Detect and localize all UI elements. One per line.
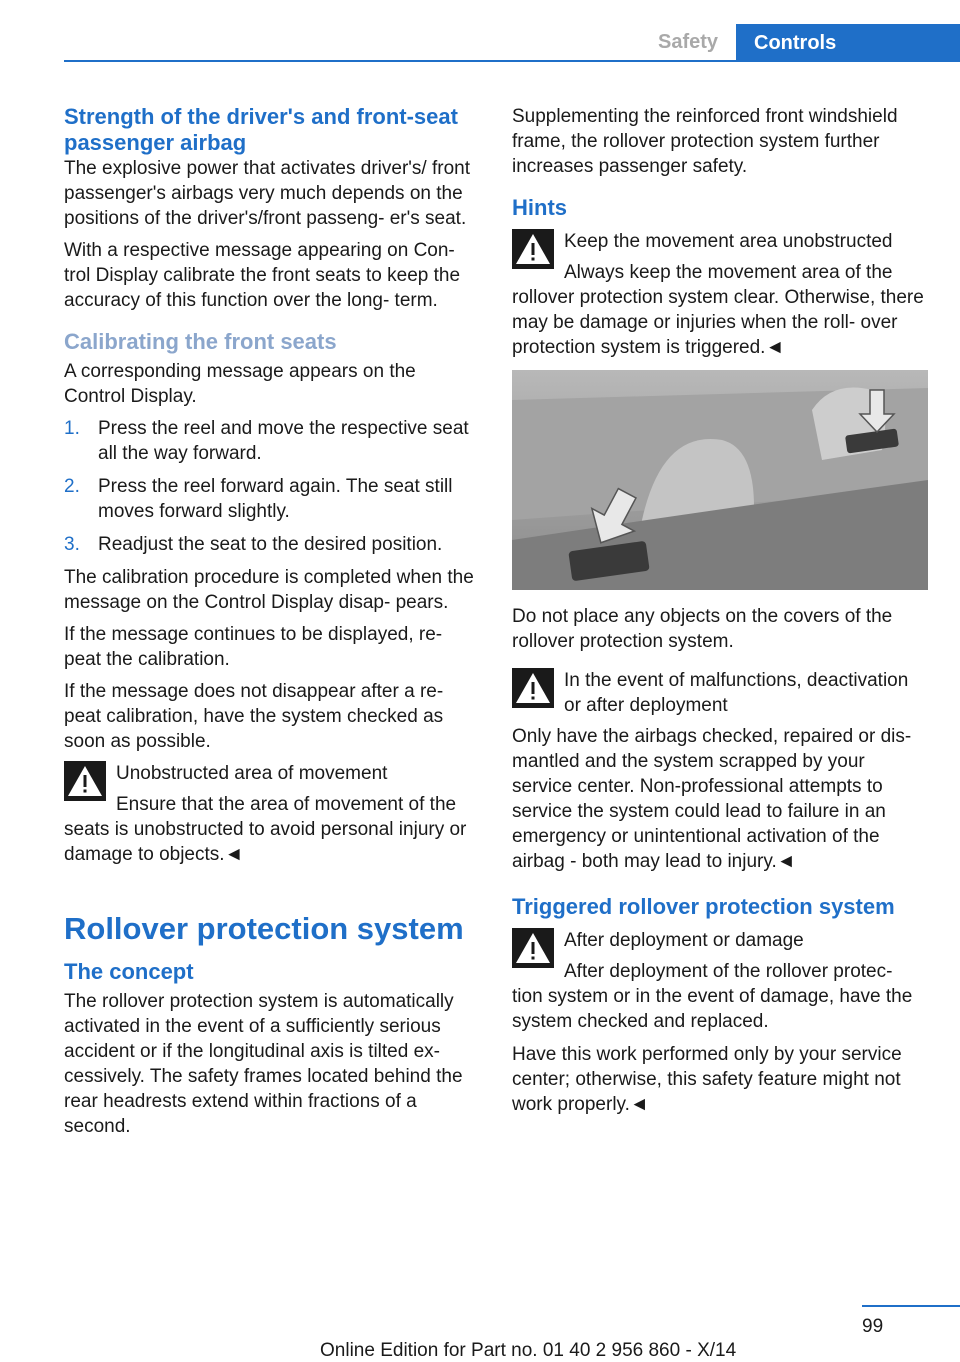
- heading-calibrating: Calibrating the front seats: [64, 329, 337, 354]
- page-number: 99: [862, 1316, 884, 1337]
- footer-rule: [862, 1305, 960, 1307]
- step-text: Readjust the seat to the desired position.: [98, 534, 443, 555]
- paragraph: Do not place any objects on the covers of the rollover protection system.: [512, 606, 893, 652]
- header-tab-controls[interactable]: Controls: [736, 24, 960, 62]
- paragraph: With a respective message appearing on Con‐ trol Display calibrate the front seats to keep the accuracy of this function over the long- term.: [64, 240, 461, 311]
- heading-hints: Hints: [512, 195, 567, 220]
- paragraph: The explosive power that activates driver's/ front passenger's airbags very much depends on the positions of the driver's/front passeng‐ er's seat.: [64, 158, 470, 229]
- step-number: 3.: [64, 534, 80, 555]
- header-tab-safety[interactable]: Safety: [657, 31, 719, 53]
- warning-title: Keep the movement area unobstructed: [564, 231, 893, 252]
- warning-unobstructed-movement: [64, 761, 480, 867]
- warning-after-deployment: [512, 928, 928, 1034]
- edition-note: Online Edition for Part no. 01 40 2 956 860 - X/14: [320, 1340, 737, 1361]
- warning-title: In the event of malfunctions, deactivation or after deployment: [564, 670, 909, 716]
- left-column: [64, 104, 480, 1146]
- warning-malfunction: [512, 668, 928, 874]
- list-item: [64, 416, 480, 466]
- header-rule: [64, 60, 960, 62]
- paragraph: Supplementing the reinforced front windshield frame, the rollover protection system further increases passenger safety.: [512, 106, 898, 177]
- list-item: [64, 474, 480, 524]
- paragraph: If the message does not disappear after a re‐ peat calibration, have the system checked as soon as possible.: [64, 681, 444, 752]
- warning-triangle-icon: [512, 668, 554, 708]
- heading-concept: The concept: [64, 959, 194, 984]
- step-text: Press the reel forward again. The seat still moves forward slightly.: [98, 476, 453, 522]
- warning-triangle-icon: [512, 229, 554, 269]
- paragraph: The rollover protection system is automatically activated in the event of a sufficiently serious accident or if the longitudinal axis is tilted ex‐ cessively. The safety frames located behind the rear headrests extend within fractions of a second.: [64, 991, 463, 1137]
- heading-rollover-protection: Rollover protection system: [64, 911, 464, 946]
- step-number: 2.: [64, 476, 80, 497]
- right-column: [512, 104, 928, 1124]
- warning-body: Only have the airbags checked, repaired or dis‐ mantled and the system scrapped by your service center. Non-professional attempts to service the system could lead to failure in an emergency or unintentional activation of the airbag - both may lead to injury.◄: [512, 726, 912, 872]
- calibration-steps: [64, 416, 480, 557]
- paragraph: If the message continues to be displayed, re‐ peat the calibration.: [64, 624, 443, 670]
- warning-body: Always keep the movement area of the rollover protection system clear. Otherwise, there may be damage or injuries when the roll‐ over protection system is triggered.◄: [512, 262, 924, 358]
- rollover-covers-photo: [512, 370, 928, 590]
- paragraph: A corresponding message appears on the Control Display.: [64, 361, 416, 407]
- paragraph: The calibration procedure is completed when the message on the Control Display disap‐ pears.: [64, 567, 474, 613]
- warning-movement-area: [512, 229, 928, 360]
- heading-triggered: Triggered rollover protection system: [512, 894, 895, 919]
- warning-body: After deployment of the rollover protec‐ tion system or in the event of damage, have the system checked and replaced.: [512, 961, 913, 1032]
- paragraph: Have this work performed only by your service center; otherwise, this safety feature might not work properly.◄: [512, 1044, 902, 1115]
- warning-title: After deployment or damage: [564, 930, 804, 951]
- step-number: 1.: [64, 418, 80, 439]
- warning-triangle-icon: [512, 928, 554, 968]
- warning-title: Unobstructed area of movement: [116, 763, 388, 784]
- warning-triangle-icon: [64, 761, 106, 801]
- warning-body: Ensure that the area of movement of the seats is unobstructed to avoid personal injury or damage to objects.◄: [64, 794, 467, 865]
- list-item: [64, 532, 480, 557]
- heading-airbag-strength: Strength of the driver's and front-seat passenger airbag: [64, 104, 458, 155]
- step-text: Press the reel and move the respective seat all the way forward.: [98, 418, 469, 464]
